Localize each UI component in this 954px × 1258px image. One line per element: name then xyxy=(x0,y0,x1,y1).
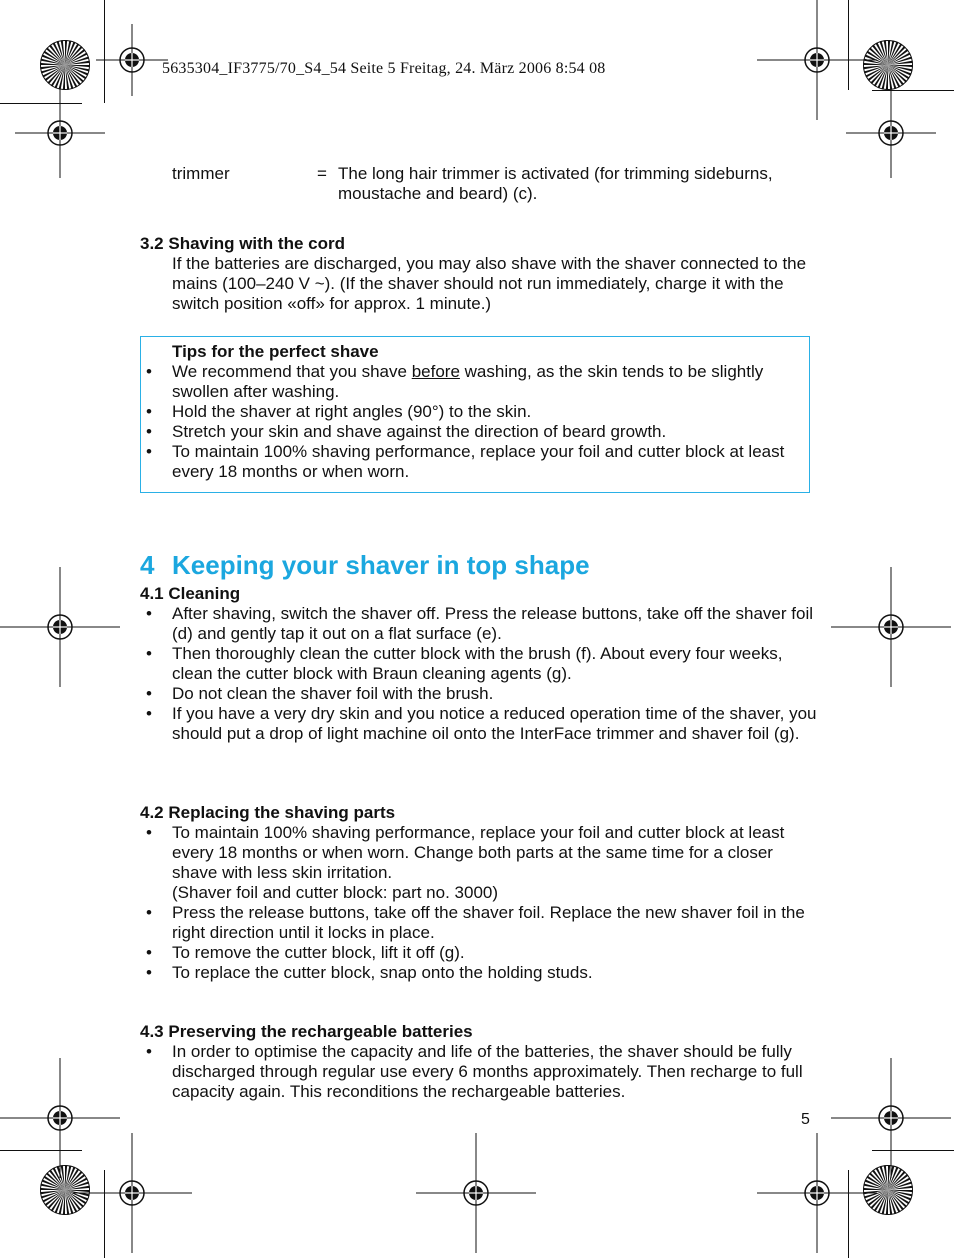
crop-mark xyxy=(872,1150,954,1151)
crop-mark xyxy=(104,1170,105,1258)
section-4-2-heading: 4.2 Replacing the shaving parts xyxy=(140,803,396,822)
list-item: • Do not clean the shaver foil with the brush. xyxy=(140,684,817,704)
list-item: • Press the release buttons, take off the shaver foil. Replace the new shaver foil in the right direction until it locks in place. xyxy=(140,903,817,943)
list-item: • Then thoroughly clean the cutter block with the brush (f). About every four weeks, clean the cutter block with Braun cleaning agents (g). xyxy=(140,644,817,684)
equals-sign: = xyxy=(317,164,327,183)
crop-mark xyxy=(0,103,82,104)
chapter-number: 4 xyxy=(140,550,155,580)
chapter-title xyxy=(140,550,590,580)
list-item: • After shaving, switch the shaver off. Press the release buttons, take off the shaver foil (d) and gently tap it out on a flat surface (e). xyxy=(140,604,817,644)
trimmer-definition: The long hair trimmer is activated (for trimming sideburns, moustache and beard) (c). xyxy=(338,164,773,203)
registration-mark-icon xyxy=(846,88,936,178)
section-3-2-heading: 3.2 Shaving with the cord xyxy=(140,234,345,253)
list-item: • To replace the cutter block, snap onto the holding studs. xyxy=(140,963,817,983)
tips-list xyxy=(140,362,817,482)
list-item: • Stretch your skin and shave against the direction of beard growth. xyxy=(140,422,817,442)
crop-mark xyxy=(0,1150,82,1151)
list-item: • If you have a very dry skin and you notice a reduced operation time of the shaver, you should put a drop of light machine oil onto the InterFace trimmer and shaver foil (g). xyxy=(140,704,817,744)
cleaning-list xyxy=(140,604,817,744)
star-target-icon xyxy=(40,40,90,90)
print-header: 5635304_IF3775/70_S4_54 Seite 5 Freitag, 24. März 2006 8:54 08 xyxy=(162,60,606,77)
section-4-1-heading: 4.1 Cleaning xyxy=(140,584,241,603)
batteries-list xyxy=(140,1042,817,1102)
emphasis-before: before xyxy=(411,362,460,381)
page-number: 5 xyxy=(801,1111,810,1128)
registration-mark-icon xyxy=(416,1133,536,1253)
crop-mark xyxy=(848,1170,849,1258)
section-4-3-heading: 4.3 Preserving the rechargeable batteries xyxy=(140,1022,473,1041)
registration-mark-icon xyxy=(72,1133,192,1253)
registration-mark-icon xyxy=(15,88,105,178)
list-item: • In order to optimise the capacity and life of the batteries, the shaver should be fully discharged through regular use every 6 months approximately. Then recharge to full capacity again. This reconditions the rechargeable batteries. xyxy=(140,1042,817,1102)
part-number-note: (Shaver foil and cutter block: part no. 3000) xyxy=(172,883,499,902)
trimmer-term: trimmer xyxy=(172,164,230,183)
crop-mark xyxy=(872,90,954,91)
chapter-title-text: Keeping your shaver in top shape xyxy=(172,550,590,580)
list-item: • Hold the shaver at right angles (90°) to the skin. xyxy=(140,402,817,422)
section-3-2-text: If the batteries are discharged, you may also shave with the shaver connected to the mains (100–240 V ~). (If the shaver should not run immediately, charge it with the switch position «off» for approx. 1 minute.) xyxy=(172,254,807,313)
registration-mark-icon xyxy=(96,24,168,96)
replacing-list xyxy=(140,823,817,983)
crop-mark xyxy=(848,0,849,90)
list-item: • To maintain 100% shaving performance, replace your foil and cutter block at least every 18 months or when worn. Change both parts at the same time for a closer shave with less skin irritation. (Shaver foil and cutter block: part no. 3000) xyxy=(140,823,817,903)
list-item: • To maintain 100% shaving performance, replace your foil and cutter block at least every 18 months or when worn. xyxy=(140,442,817,482)
registration-mark-icon xyxy=(757,1133,877,1253)
crop-mark xyxy=(104,0,105,103)
list-item: • We recommend that you shave before washing, as the skin tends to be slightly swollen after washing. xyxy=(140,362,817,402)
tips-title: Tips for the perfect shave xyxy=(172,342,379,361)
registration-mark-icon xyxy=(0,567,120,687)
list-item: • To remove the cutter block, lift it off (g). xyxy=(140,943,817,963)
registration-mark-icon xyxy=(831,567,951,687)
